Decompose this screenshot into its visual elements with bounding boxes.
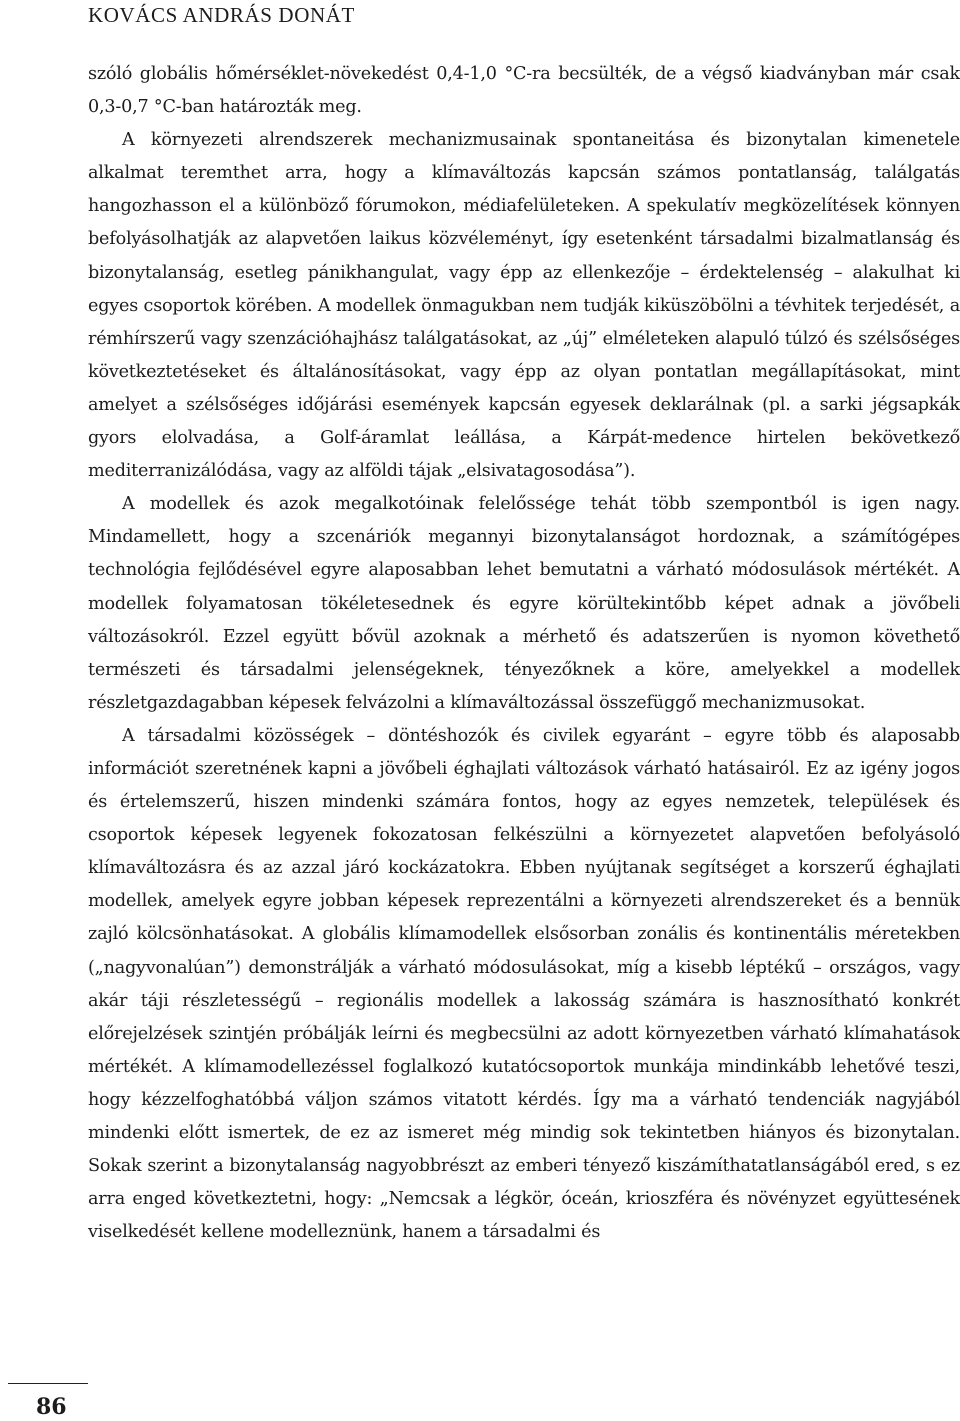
body-text <box>88 58 960 1249</box>
page-number-rule <box>8 1383 88 1384</box>
page-number: 86 <box>36 1394 67 1420</box>
paragraph: szóló globális hőmérséklet-növekedést 0,4-1,0 °C-ra becsülték, de a végső kiadványban már csak 0,3-0,7 °C-ban határozták meg. <box>88 64 960 118</box>
running-head: KOVÁCS ANDRÁS DONÁT <box>88 3 355 27</box>
paragraph: A környezeti alrendszerek mechanizmusainak spontaneitása és bizonytalan kimenetele alkalmat teremthet arra, hogy a klímaváltozás kapcsán számos pontatlanság, találgatás hangozhasson el a különböző fórumokon, médiafelületeken. A spekulatív megközelítések könnyen befolyásolhatják az alapvetően laikus közvéleményt, így esetenként társadalmi bizalmatlanság és bizonytalanság, esetleg pánikhangulat, vagy épp az ellenkezője – érdektelenség – alakulhat ki egyes csoportok körében. A modellek önmagukban nem tudják kiküszöbölni a tévhitek terjedését, a rémhírszerű vagy szenzációhajhász találgatásokat, az „új” elméleteken alapuló túlzó és szélsőséges következtetéseket és általánosításokat, vagy épp az olyan pontatlan megállapításokat, mint amelyet a szélsőséges időjárási események kapcsán egyesek deklarálnak (pl. a sarki jégsapkák gyors elolvadása, a Golf-áramlat leállása, a Kárpát-medence hirtelen bekövetkező mediterranizálódása, vagy az alföldi tájak „elsivatagosodása”). <box>88 130 960 482</box>
paragraph: A modellek és azok megalkotóinak felelőssége tehát több szempontból is igen nagy. Mindamellett, hogy a szcenáriók megannyi bizonytalanságot hordoznak, a számítógépes technológia fejlődésével egyre alaposabban lehet bemutatni a várható módosulások mértékét. A modellek folyamatosan tökéletesednek és egyre körültekintőbb képet adnak a jövőbeli változásokról. Ezzel együtt bővül azoknak a mérhető és adatszerűen is nyomon követhető természeti és társadalmi jelenségeknek, tényezőknek a köre, amelyekkel a modellek részletgazdagabban képesek felvázolni a klímaváltozással összefüggő mechanizmusokat. <box>88 494 960 713</box>
paragraph: A társadalmi közösségek – döntéshozók és civilek egyaránt – egyre több és alaposabb információt szeretnének kapni a jövőbeli éghajlati változások várható hatásairól. Ez az igény jogos és értelemszerű, hiszen mindenki számára fontos, hogy az egyes nemzetek, települések és csoportok képesek legyenek fokozatosan felkészülni a környezetet alapvetően befolyásoló klímaváltozásra és az azzal járó kockázatokra. Ebben nyújtanak segítséget a korszerű éghajlati modellek, amelyek egyre jobban képesek reprezentálni a környezeti alrendszereket és a bennük zajló kölcsönhatásokat. A globális klímamodellek elsősorban zonális és kontinentális méretekben („nagyvonalúan”) demonstrálják a várható módosulásokat, míg a kisebb léptékű – országos, vagy akár táji részletességű – regionális modellek a lakosság számára is hasznosítható konkrét előrejelzések szintjén próbálják leírni és megbecsülni az adott környezetben várható klímahatások mértékét. A klímamodellezéssel foglalkozó kutatócsoportok munkája mindinkább lehetővé teszi, hogy kézzelfoghatóbbá váljon számos vitatott kérdés. Így ma a várható tendenciák nagyjából mindenki előtt ismertek, de ez az ismeret még mindig sok tekintetben hiányos és bizonytalan. Sokak szerint a bizonytalanság nagyobbrészt az emberi tényező kiszámíthatatlanságából ered, s ez arra enged következtetni, hogy: „Nemcsak a légkör, óceán, krioszféra és növényzet együttesének viselkedését kellene modelleznünk, hanem a társadalmi és <box>88 725 960 1243</box>
